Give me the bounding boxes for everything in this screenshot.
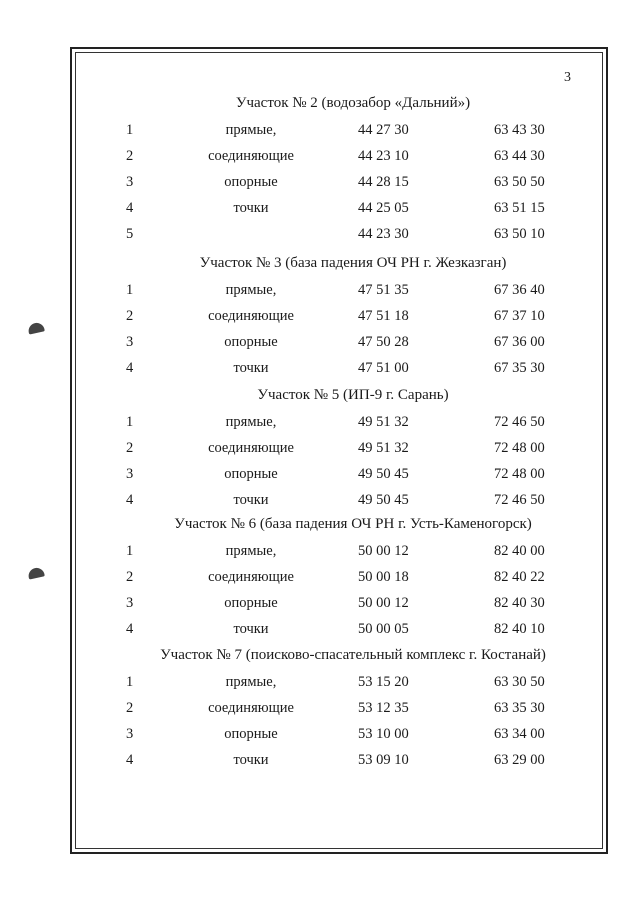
table-row [118,726,588,746]
table-row [118,752,588,772]
point-number: 3 [126,174,134,190]
point-number: 1 [126,543,134,559]
table-row [118,569,588,589]
point-number: 2 [126,440,134,456]
point-number: 2 [126,700,134,716]
longitude-cell: 82 40 22 [494,569,545,585]
point-type: соединяющие [208,569,294,585]
table-row [118,466,588,486]
latitude-cell: 44 23 30 [358,226,409,242]
latitude-cell: 53 15 20 [358,674,409,690]
latitude-cell: 53 10 00 [358,726,409,742]
point-type: соединяющие [208,308,294,324]
point-number: 3 [126,466,134,482]
point-number: 4 [126,621,134,637]
longitude-cell: 82 40 10 [494,621,545,637]
latitude-cell: 49 50 45 [358,492,409,508]
point-number: 1 [126,282,134,298]
latitude-cell: 44 27 30 [358,122,409,138]
latitude-cell: 44 28 15 [358,174,409,190]
point-type: опорные [224,726,278,742]
longitude-cell: 82 40 30 [494,595,545,611]
longitude-cell: 63 50 10 [494,226,545,242]
point-number: 1 [126,122,134,138]
section-title: Участок № 6 (база падения ОЧ РН г. Усть-Каменогорск) [174,516,532,532]
latitude-cell: 47 50 28 [358,334,409,350]
point-type: соединяющие [208,148,294,164]
latitude-cell: 50 00 12 [358,595,409,611]
latitude-cell: 50 00 12 [358,543,409,559]
longitude-cell: 72 48 00 [494,440,545,456]
point-number: 1 [126,674,134,690]
point-type: опорные [224,595,278,611]
table-row [118,492,588,512]
point-number: 2 [126,308,134,324]
point-type: точки [233,621,269,637]
table-row [118,282,588,302]
section-title: Участок № 2 (водозабор «Дальний») [235,95,471,111]
page-number: 3 [564,70,571,85]
point-type: точки [233,360,269,376]
table-row [118,674,588,694]
longitude-cell: 63 50 50 [494,174,545,190]
longitude-cell: 72 46 50 [494,414,545,430]
longitude-cell: 63 29 00 [494,752,545,768]
latitude-cell: 53 12 35 [358,700,409,716]
longitude-cell: 67 37 10 [494,308,545,324]
table-row [118,148,588,168]
point-number: 3 [126,595,134,611]
point-number: 3 [126,726,134,742]
punch-hole-mark [27,566,45,579]
point-type: прямые, [225,414,277,430]
longitude-cell: 63 44 30 [494,148,545,164]
point-number: 5 [126,226,134,242]
point-type: опорные [224,466,278,482]
latitude-cell: 47 51 18 [358,308,409,324]
point-number: 4 [126,200,134,216]
latitude-cell: 47 51 00 [358,360,409,376]
point-number: 4 [126,360,134,376]
point-type: прямые, [225,674,277,690]
point-type: опорные [224,174,278,190]
table-row [118,414,588,434]
point-type: точки [233,752,269,768]
longitude-cell: 63 43 30 [494,122,545,138]
point-number: 4 [126,752,134,768]
longitude-cell: 72 48 00 [494,466,545,482]
longitude-cell: 82 40 00 [494,543,545,559]
point-type: соединяющие [208,700,294,716]
table-row [118,308,588,328]
longitude-cell: 72 46 50 [494,492,545,508]
point-type: точки [233,492,269,508]
point-number: 4 [126,492,134,508]
latitude-cell: 49 51 32 [358,440,409,456]
latitude-cell: 49 50 45 [358,466,409,482]
table-row [118,700,588,720]
point-type: прямые, [225,122,277,138]
longitude-cell: 67 35 30 [494,360,545,376]
point-type: опорные [224,334,278,350]
section-title: Участок № 7 (поисково-спасательный комплекс г. Костанай) [160,647,546,663]
point-number: 1 [126,414,134,430]
point-number: 2 [126,569,134,585]
table-row [118,200,588,220]
point-type: прямые, [225,543,277,559]
point-type: соединяющие [208,440,294,456]
latitude-cell: 44 25 05 [358,200,409,216]
section-title: Участок № 5 (ИП-9 г. Сарань) [257,387,449,403]
table-row [118,122,588,142]
table-row [118,595,588,615]
latitude-cell: 47 51 35 [358,282,409,298]
section-title: Участок № 3 (база падения ОЧ РН г. Жезказган) [199,255,507,271]
longitude-cell: 63 34 00 [494,726,545,742]
longitude-cell: 67 36 00 [494,334,545,350]
latitude-cell: 50 00 05 [358,621,409,637]
latitude-cell: 50 00 18 [358,569,409,585]
table-row [118,621,588,641]
latitude-cell: 49 51 32 [358,414,409,430]
table-row [118,360,588,380]
table-row [118,543,588,563]
table-row [118,334,588,354]
point-type: точки [233,200,269,216]
longitude-cell: 63 35 30 [494,700,545,716]
longitude-cell: 63 30 50 [494,674,545,690]
longitude-cell: 67 36 40 [494,282,545,298]
table-row [118,440,588,460]
longitude-cell: 63 51 15 [494,200,545,216]
punch-hole-mark [27,321,45,334]
point-number: 2 [126,148,134,164]
point-type: прямые, [225,282,277,298]
latitude-cell: 44 23 10 [358,148,409,164]
point-number: 3 [126,334,134,350]
table-row [118,174,588,194]
latitude-cell: 53 09 10 [358,752,409,768]
table-row [118,226,588,246]
